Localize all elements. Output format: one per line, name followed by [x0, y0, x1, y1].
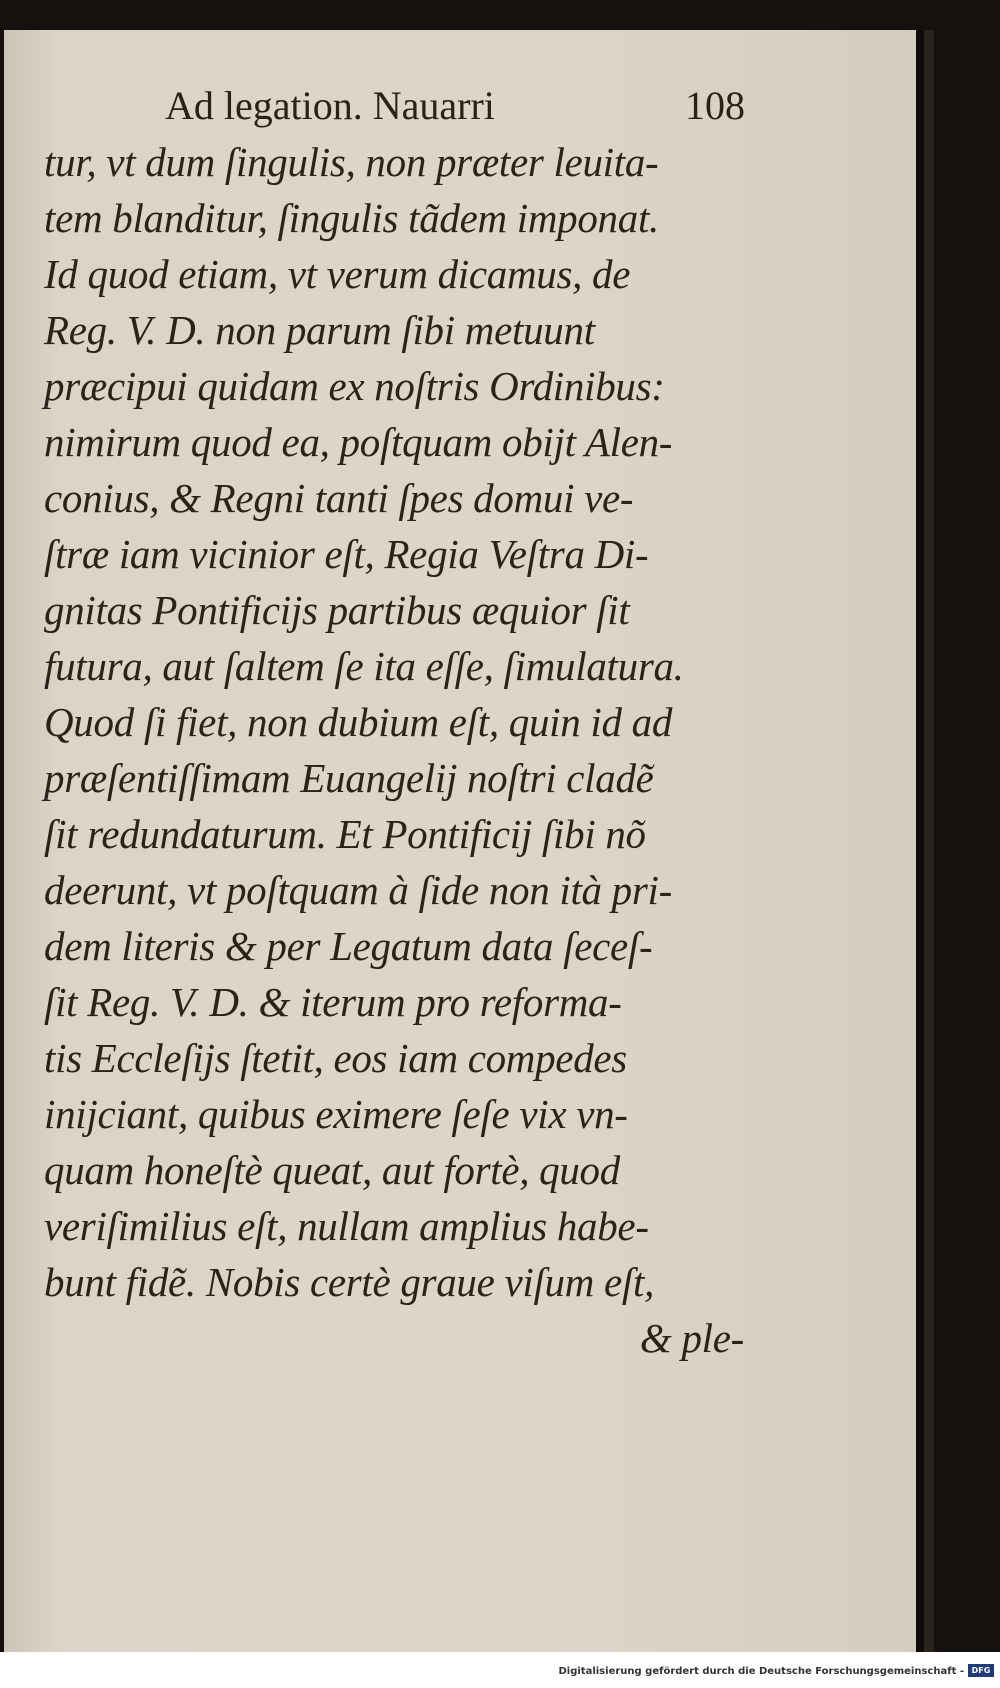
text-line: præcipui quidam ex noſtris Ordinibus:	[44, 363, 665, 409]
text-line: Id quod etiam, vt verum dicamus, de	[44, 251, 631, 297]
text-line: Reg. V. D. non parum ſibi metuunt	[44, 307, 595, 353]
text-line: præſentiſſimam Euangelij noſtri cladẽ	[44, 755, 654, 801]
text-line: tur, vt dum ſingulis, non præter leuita-	[44, 139, 659, 185]
text-line: conius, & Regni tanti ſpes domui ve-	[44, 475, 634, 521]
text-line: ſit redundaturum. Et Pontificij ſibi nõ	[44, 811, 646, 857]
footer-bar	[0, 1652, 1000, 1688]
text-line: deerunt, vt poſtquam à ſide non ità pri-	[44, 867, 672, 913]
text-line: Quod ſi fiet, non dubium eſt, quin id ad	[44, 699, 673, 745]
running-title: Ad legation. Nauarri	[165, 83, 495, 128]
funding-credit: Digitalisierung gefördert durch die Deutsche Forschungsgemeinschaft -	[558, 1666, 964, 1677]
text-line: quam honeſtè queat, aut fortè, quod	[44, 1147, 620, 1193]
text-line: veriſimilius eſt, nullam amplius habe-	[44, 1203, 649, 1249]
text-line: gnitas Pontificijs partibus æquior ſit	[44, 587, 630, 633]
page-edge	[924, 30, 934, 1652]
text-line: bunt fidẽ. Nobis certè graue viſum eſt,	[44, 1259, 655, 1305]
page-header	[165, 82, 745, 132]
text-line: inijciant, quibus eximere ſeſe vix vn-	[44, 1091, 628, 1137]
text-line: futura, aut ſaltem ſe ita eſſe, ſimulatura.	[44, 643, 684, 689]
dfg-logo-icon: DFG	[968, 1664, 994, 1677]
text-line: dem literis & per Legatum data ſeceſ-	[44, 923, 653, 969]
body-text	[44, 134, 744, 1366]
text-line: ſtræ iam vicinior eſt, Regia Veſtra Di-	[44, 531, 649, 577]
page-number: 108	[685, 83, 745, 128]
text-line: tem blanditur, ſingulis tãdem imponat.	[44, 195, 659, 241]
text-line: ſit Reg. V. D. & iterum pro reforma-	[44, 979, 622, 1025]
text-line: tis Eccleſijs ſtetit, eos iam compedes	[44, 1035, 627, 1081]
text-line: nimirum quod ea, poſtquam obijt Alen-	[44, 419, 673, 465]
catchword: & ple-	[639, 1315, 744, 1361]
